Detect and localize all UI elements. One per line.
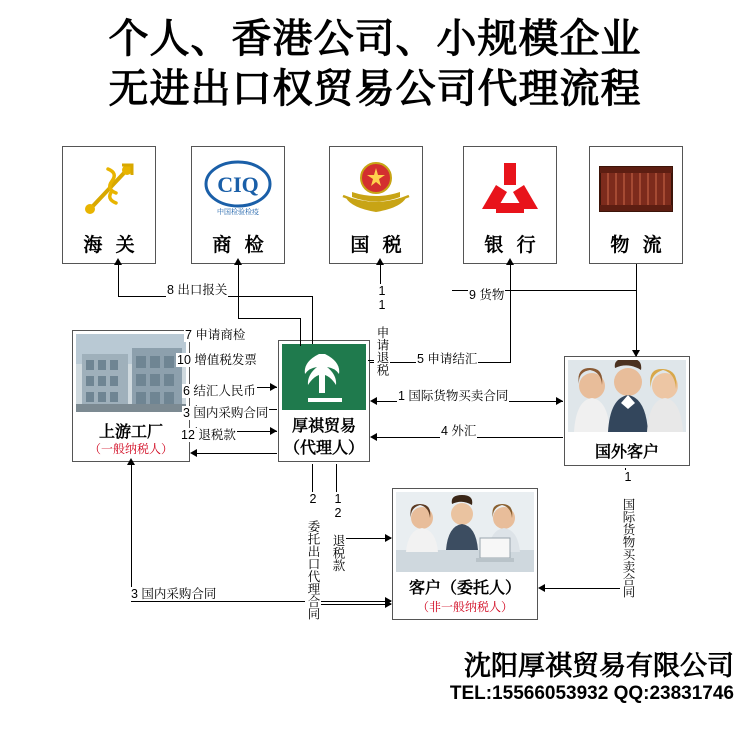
entity-name-2: （代理人） <box>283 440 364 457</box>
footer <box>450 650 734 706</box>
factory-building-photo <box>76 334 186 412</box>
edge-label-12a: 12 退税款 <box>181 428 236 442</box>
top-node-label: 国 税 <box>350 235 406 256</box>
footer-contact: TEL:15566053932 QQ:23831746 <box>449 683 734 704</box>
top-node-bank <box>463 146 557 264</box>
top-node-customs <box>62 146 156 264</box>
top-node-inspection <box>191 146 285 264</box>
footer-company: 沈阳厚祺贸易有限公司 <box>464 651 734 681</box>
national-tax-emblem-icon <box>330 151 422 227</box>
entity-name: 上游工厂 <box>98 424 163 441</box>
title-line-2: 无进出口权贸易公司代理流程 <box>108 67 642 111</box>
svg-text:中国检验检疫: 中国检验检疫 <box>217 209 259 216</box>
edge-label-4: 4 外汇 <box>441 424 477 438</box>
top-node-label: 海 关 <box>83 235 139 256</box>
edge-label-3b: 3 国内采购合同 <box>131 587 217 601</box>
edge-label-7: 7 申请商检 <box>185 328 246 342</box>
edge-label-6: 6 结汇人民币 <box>183 384 256 398</box>
bank-logo-icon <box>464 151 556 227</box>
edge-label-11: 11 申请退税 <box>375 284 389 376</box>
customs-caduceus-icon <box>63 151 155 227</box>
ciq-inspection-icon <box>192 151 284 227</box>
title-line-1: 个人、香港公司、小规模企业 <box>108 17 642 61</box>
top-node-label: 商 检 <box>212 235 268 256</box>
edge-label-2: 2 委托出口代理合同 <box>306 492 320 620</box>
foreign-clients-photo <box>568 360 686 432</box>
edge-label-12b: 12 退税款 <box>331 492 345 572</box>
entity-agent <box>278 340 370 462</box>
entity-client <box>392 488 538 620</box>
shipping-container-icon <box>590 151 682 227</box>
top-node-logistics <box>589 146 683 264</box>
page-title <box>0 14 750 114</box>
edge-label-9: 9 货物 <box>469 288 505 302</box>
company-tree-logo <box>282 344 366 410</box>
edge-label-5: 5 申请结汇 <box>417 352 478 366</box>
top-node-tax <box>329 146 423 264</box>
edge-label-1b: 1 国际货物买卖合同 <box>621 470 635 598</box>
client-meeting-photo <box>396 492 534 572</box>
top-node-label: 物 流 <box>610 235 666 256</box>
entity-name: 客户（委托人） <box>408 580 521 597</box>
entity-factory <box>72 330 190 462</box>
entity-name: 国外客户 <box>594 444 659 461</box>
entity-sub: （非一般纳税人） <box>416 600 513 614</box>
edge-label-3a: 3 国内采购合同 <box>183 406 269 420</box>
edge-label-10: 10 增值税发票 <box>177 353 257 367</box>
top-node-label: 银 行 <box>484 235 540 256</box>
svg-text:CIQ: CIQ <box>217 172 259 197</box>
entity-foreign-client <box>564 356 690 466</box>
entity-sub: （一般纳税人） <box>88 442 173 456</box>
entity-name: 厚祺贸易 <box>291 418 356 435</box>
edge-label-1: 1 国际货物买卖合同 <box>398 389 509 403</box>
edge-label-8: 8 出口报关 <box>167 283 228 297</box>
